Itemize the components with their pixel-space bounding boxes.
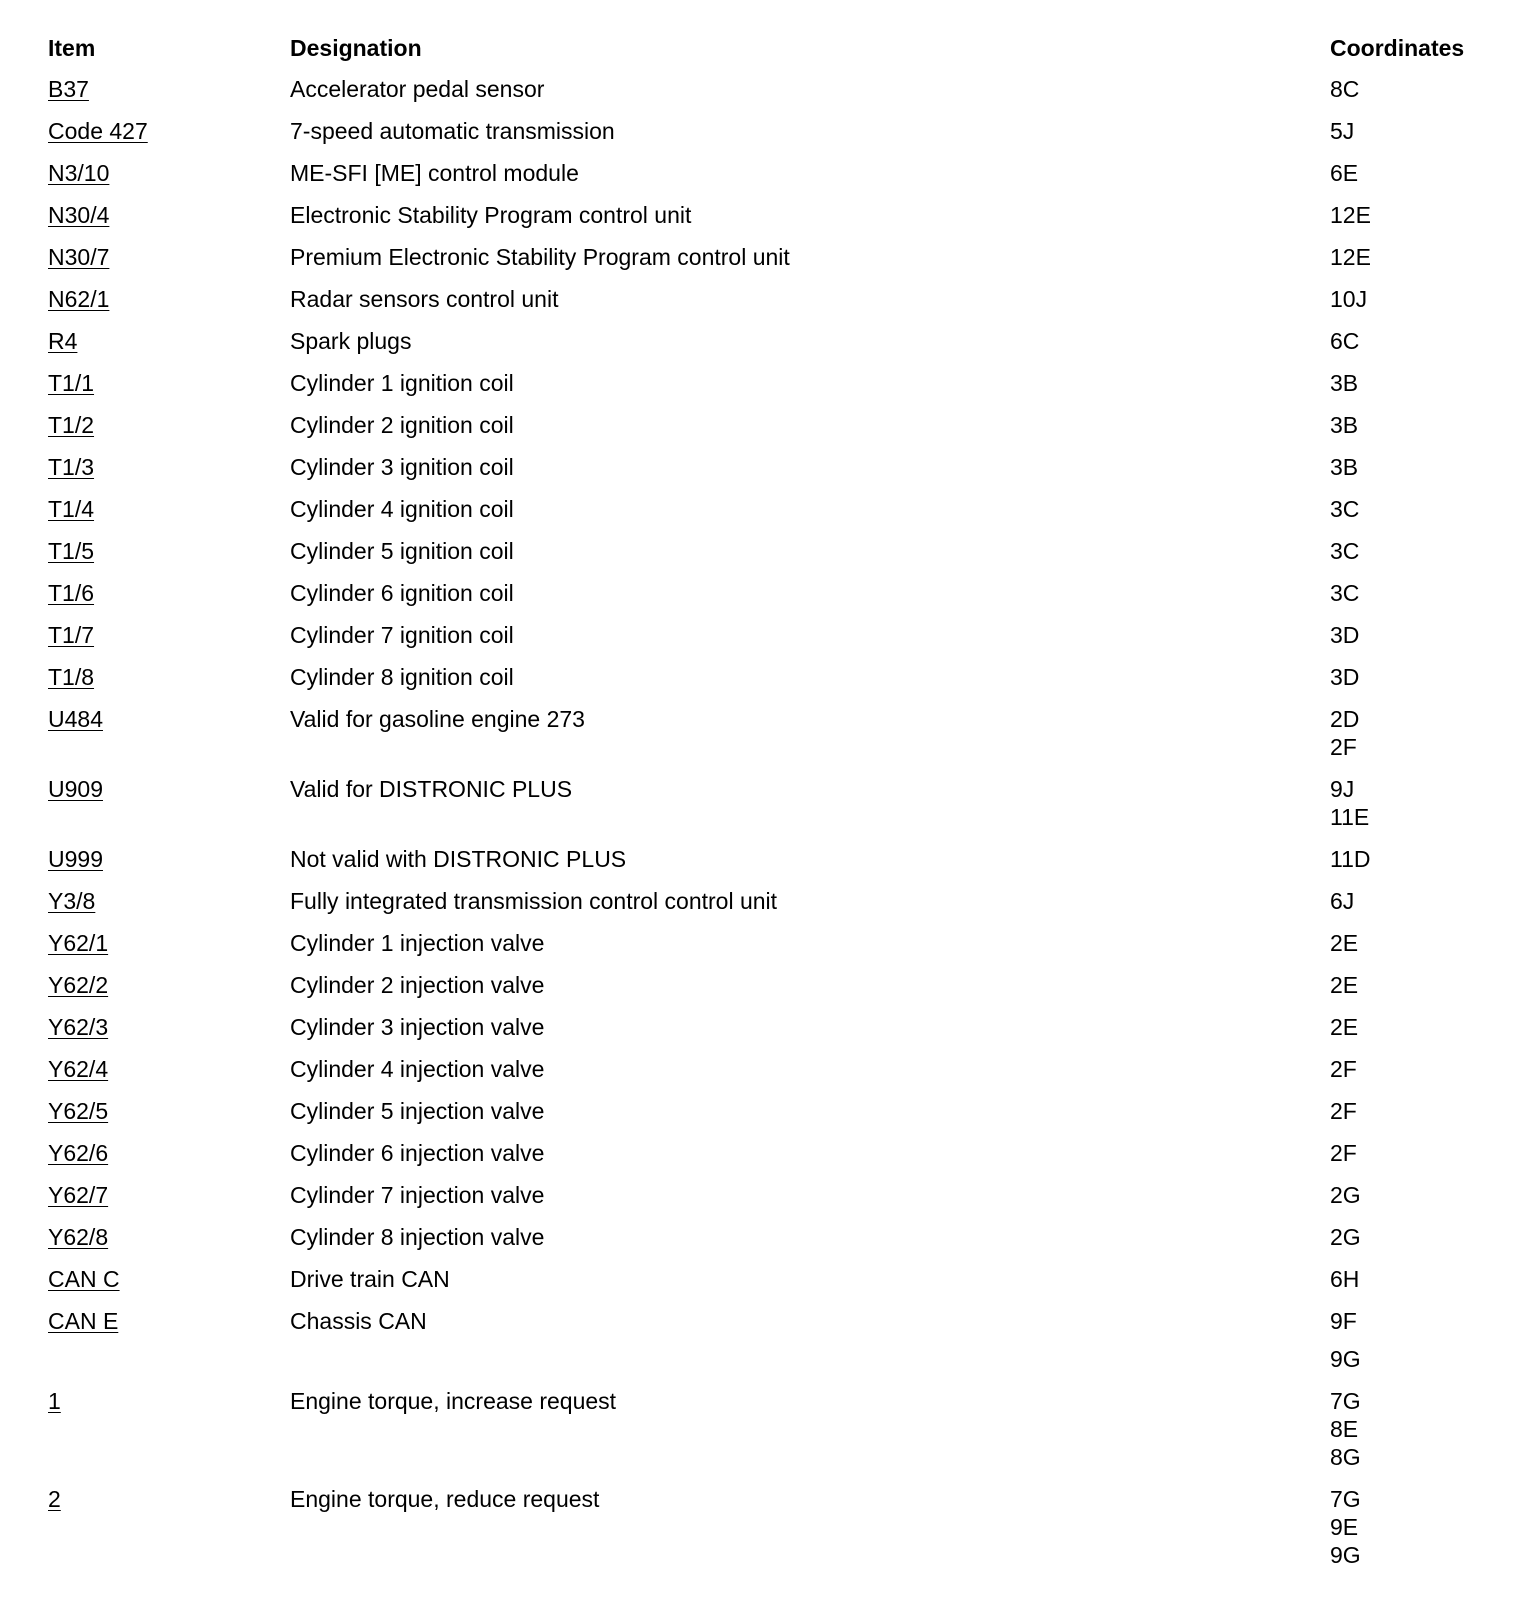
item-link[interactable]: 2 [48, 1486, 61, 1512]
coordinate-value: 2D [1330, 706, 1360, 732]
coordinates-cell [1330, 929, 1358, 957]
item-cell [48, 327, 290, 355]
header-coordinates: Coordinates [1330, 35, 1465, 61]
designation-cell: ME-SFI [ME] control module [290, 160, 579, 186]
coordinate-value: 3D [1330, 664, 1360, 690]
item-link[interactable]: Y62/2 [48, 972, 109, 998]
coordinate-value: 7G [1330, 1486, 1361, 1512]
coordinate-value: 2E [1330, 930, 1359, 956]
coordinate-value: 2F [1330, 1140, 1357, 1166]
table-row [48, 285, 1488, 313]
coordinate-value: 8C [1330, 76, 1360, 102]
item-link[interactable]: R4 [48, 328, 78, 354]
coordinates-cell [1330, 579, 1359, 607]
designation-cell: Cylinder 1 injection valve [290, 930, 545, 956]
item-cell [48, 971, 290, 999]
item-cell [48, 453, 290, 481]
designation-cell: Radar sensors control unit [290, 286, 559, 312]
table-row [48, 453, 1488, 481]
table-row [48, 705, 1488, 761]
item-cell [48, 495, 290, 523]
item-link[interactable]: Code 427 [48, 118, 148, 144]
header-row [48, 34, 1488, 62]
table-row [48, 411, 1488, 439]
table-row [48, 1307, 1488, 1373]
table-row [48, 845, 1488, 873]
coordinates-cell [1330, 243, 1371, 271]
item-link[interactable]: Y62/8 [48, 1224, 109, 1250]
coordinates-cell [1330, 705, 1359, 761]
item-link[interactable]: N3/10 [48, 160, 110, 186]
coordinate-value: 9G [1330, 1542, 1361, 1568]
table-row [48, 1485, 1488, 1569]
coordinates-cell [1330, 117, 1354, 145]
coordinate-value: 7G [1330, 1388, 1361, 1414]
coordinate-value: 3C [1330, 496, 1360, 522]
item-link[interactable]: Y62/6 [48, 1140, 109, 1166]
item-cell [48, 159, 290, 187]
item-link[interactable]: N30/4 [48, 202, 110, 228]
table-row [48, 929, 1488, 957]
table-row [48, 1265, 1488, 1293]
item-link[interactable]: Y62/1 [48, 930, 109, 956]
item-cell [48, 243, 290, 271]
item-cell [48, 411, 290, 439]
item-cell [48, 369, 290, 397]
coordinate-value: 2E [1330, 972, 1359, 998]
designation-cell: Not valid with DISTRONIC PLUS [290, 846, 627, 872]
table-row [48, 1013, 1488, 1041]
coordinate-value: 2F [1330, 1056, 1357, 1082]
coordinates-cell [1330, 845, 1371, 873]
designation-cell: Cylinder 5 injection valve [290, 1098, 545, 1124]
item-cell [48, 1223, 290, 1251]
header-item: Item [48, 35, 96, 61]
item-link[interactable]: U909 [48, 776, 103, 802]
item-link[interactable]: N62/1 [48, 286, 110, 312]
item-cell [48, 929, 290, 957]
table-row [48, 663, 1488, 691]
coordinate-value: 6C [1330, 328, 1360, 354]
item-link[interactable]: U484 [48, 706, 103, 732]
item-link[interactable]: Y62/7 [48, 1182, 109, 1208]
item-cell [48, 1097, 290, 1125]
designation-cell: Cylinder 8 injection valve [290, 1224, 545, 1250]
item-cell [48, 579, 290, 607]
designation-cell: Accelerator pedal sensor [290, 76, 545, 102]
table-row [48, 1055, 1488, 1083]
coordinates-cell [1330, 1387, 1361, 1471]
item-link[interactable]: CAN E [48, 1308, 119, 1334]
designation-cell: Premium Electronic Stability Program control unit [290, 244, 790, 270]
item-cell [48, 1307, 290, 1335]
coordinate-value: 3C [1330, 538, 1360, 564]
item-link[interactable]: T1/7 [48, 622, 95, 648]
coordinates-cell [1330, 971, 1358, 999]
designation-cell: Cylinder 1 ignition coil [290, 370, 514, 396]
item-cell [48, 117, 290, 145]
designation-cell: Cylinder 4 ignition coil [290, 496, 514, 522]
designation-cell: Spark plugs [290, 328, 412, 354]
table-row [48, 1387, 1488, 1471]
table-row [48, 117, 1488, 145]
coordinates-cell [1330, 453, 1358, 481]
designation-cell: 7-speed automatic transmission [290, 118, 615, 144]
item-cell [48, 621, 290, 649]
item-cell [48, 775, 290, 803]
coordinate-value: 3B [1330, 412, 1359, 438]
item-cell [48, 201, 290, 229]
item-link[interactable]: T1/5 [48, 538, 95, 564]
coordinates-cell [1330, 1265, 1359, 1293]
coordinates-cell [1330, 495, 1359, 523]
legend-table [48, 34, 1488, 1583]
coordinate-value: 9G [1330, 1346, 1361, 1372]
coordinate-value: 2G [1330, 1182, 1361, 1208]
table-row [48, 1097, 1488, 1125]
table-row [48, 579, 1488, 607]
designation-cell: Cylinder 7 injection valve [290, 1182, 545, 1208]
item-cell [48, 1387, 290, 1415]
table-row [48, 1139, 1488, 1167]
item-cell [48, 1265, 290, 1293]
item-cell [48, 663, 290, 691]
designation-cell: Cylinder 2 ignition coil [290, 412, 514, 438]
coordinates-cell [1330, 1307, 1361, 1373]
table-row [48, 1223, 1488, 1251]
coordinate-value: 5J [1330, 118, 1355, 144]
table-row [48, 621, 1488, 649]
item-link[interactable]: 1 [48, 1388, 61, 1414]
header-designation: Designation [290, 35, 422, 61]
designation-cell: Cylinder 3 injection valve [290, 1014, 545, 1040]
coordinates-cell [1330, 1485, 1361, 1569]
designation-cell: Cylinder 5 ignition coil [290, 538, 514, 564]
coordinates-cell [1330, 75, 1359, 103]
coordinate-value: 11E [1330, 804, 1370, 830]
item-link[interactable]: T1/2 [48, 412, 95, 438]
coordinate-value: 3C [1330, 580, 1360, 606]
item-link[interactable]: B37 [48, 76, 89, 102]
designation-cell: Electronic Stability Program control unit [290, 202, 692, 228]
designation-cell: Cylinder 7 ignition coil [290, 622, 514, 648]
table-row [48, 775, 1488, 831]
coordinate-value: 6H [1330, 1266, 1360, 1292]
item-cell [48, 887, 290, 915]
coordinate-value: 3D [1330, 622, 1360, 648]
coordinates-cell [1330, 775, 1369, 831]
designation-cell: Valid for gasoline engine 273 [290, 706, 585, 732]
item-cell [48, 845, 290, 873]
coordinate-value: 2G [1330, 1224, 1361, 1250]
coordinate-value: 9J [1330, 776, 1355, 802]
table-row [48, 327, 1488, 355]
table-row [48, 887, 1488, 915]
table-row [48, 495, 1488, 523]
coordinates-cell [1330, 411, 1358, 439]
item-link[interactable]: T1/4 [48, 496, 95, 522]
table-row [48, 75, 1488, 103]
item-link[interactable]: CAN C [48, 1266, 120, 1292]
designation-cell: Engine torque, reduce request [290, 1486, 600, 1512]
coordinates-cell [1330, 1139, 1357, 1167]
designation-cell: Cylinder 3 ignition coil [290, 454, 514, 480]
designation-cell: Cylinder 6 injection valve [290, 1140, 545, 1166]
coordinates-cell [1330, 1223, 1361, 1251]
item-cell [48, 1181, 290, 1209]
item-link[interactable]: T1/6 [48, 580, 95, 606]
designation-cell: Cylinder 8 ignition coil [290, 664, 514, 690]
designation-cell: Valid for DISTRONIC PLUS [290, 776, 573, 802]
item-link[interactable]: Y62/3 [48, 1014, 109, 1040]
table-row [48, 201, 1488, 229]
coordinates-cell [1330, 1013, 1358, 1041]
coordinate-value: 12E [1330, 202, 1371, 228]
coordinate-value: 12E [1330, 244, 1371, 270]
item-link[interactable]: U999 [48, 846, 103, 872]
designation-cell: Cylinder 2 injection valve [290, 972, 545, 998]
coordinate-value: 8G [1330, 1444, 1361, 1470]
coordinate-value: 6J [1330, 888, 1355, 914]
designation-cell: Drive train CAN [290, 1266, 450, 1292]
table-row [48, 537, 1488, 565]
legend-rows [48, 75, 1488, 1569]
coordinates-cell [1330, 1097, 1357, 1125]
designation-cell: Chassis CAN [290, 1308, 427, 1334]
item-cell [48, 1485, 290, 1513]
coordinate-value: 9F [1330, 1308, 1357, 1334]
designation-cell: Engine torque, increase request [290, 1388, 617, 1414]
coordinate-value: 8E [1330, 1416, 1359, 1442]
item-cell [48, 1013, 290, 1041]
item-link[interactable]: T1/3 [48, 454, 95, 480]
coordinate-value: 2E [1330, 1014, 1359, 1040]
table-row [48, 1181, 1488, 1209]
coordinates-cell [1330, 663, 1359, 691]
item-link[interactable]: Y62/4 [48, 1056, 109, 1082]
coordinate-value: 10J [1330, 286, 1368, 312]
item-cell [48, 75, 290, 103]
coordinate-value: 3B [1330, 370, 1359, 396]
item-link[interactable]: Y3/8 [48, 888, 96, 914]
coordinate-value: 2F [1330, 734, 1357, 760]
item-cell [48, 705, 290, 733]
item-cell [48, 1055, 290, 1083]
item-cell [48, 537, 290, 565]
coordinates-cell [1330, 327, 1359, 355]
coordinate-value: 2F [1330, 1098, 1357, 1124]
coordinate-value: 6E [1330, 160, 1359, 186]
item-link[interactable]: Y62/5 [48, 1098, 109, 1124]
coordinates-cell [1330, 285, 1367, 313]
coordinate-value: 3B [1330, 454, 1359, 480]
coordinates-cell [1330, 1181, 1361, 1209]
coordinates-cell [1330, 621, 1359, 649]
coordinate-value: 9E [1330, 1514, 1359, 1540]
coordinates-cell [1330, 201, 1371, 229]
coordinates-cell [1330, 1055, 1357, 1083]
item-link[interactable]: N30/7 [48, 244, 110, 270]
designation-cell: Cylinder 4 injection valve [290, 1056, 545, 1082]
item-cell [48, 285, 290, 313]
coordinates-cell [1330, 159, 1358, 187]
coordinates-cell [1330, 887, 1354, 915]
item-link[interactable]: T1/8 [48, 664, 95, 690]
table-row [48, 243, 1488, 271]
coordinates-cell [1330, 369, 1358, 397]
coordinates-cell [1330, 537, 1359, 565]
coordinate-value: 11D [1330, 846, 1371, 872]
designation-cell: Fully integrated transmission control control unit [290, 888, 778, 914]
designation-cell: Cylinder 6 ignition coil [290, 580, 514, 606]
item-link[interactable]: T1/1 [48, 370, 95, 396]
item-cell [48, 1139, 290, 1167]
table-row [48, 159, 1488, 187]
table-row [48, 971, 1488, 999]
table-row [48, 369, 1488, 397]
